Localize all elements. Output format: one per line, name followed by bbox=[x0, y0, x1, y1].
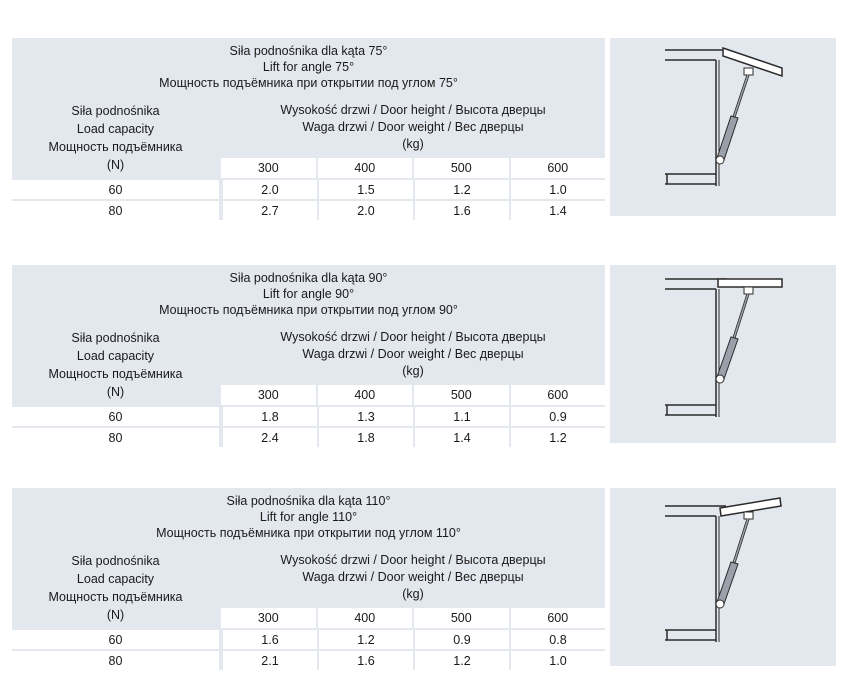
weight-cell: 2.4 bbox=[221, 428, 317, 447]
weight-cell: 1.6 bbox=[221, 630, 317, 649]
door-height-row bbox=[221, 608, 605, 628]
door-height-row bbox=[221, 385, 605, 405]
lift-table-110 bbox=[12, 488, 836, 666]
weight-cell: 1.8 bbox=[221, 407, 317, 426]
load-capacity-header bbox=[12, 98, 219, 178]
load-cell: 80 bbox=[12, 651, 221, 670]
table-row bbox=[12, 651, 605, 670]
table-row bbox=[12, 201, 605, 220]
load-cell: 60 bbox=[12, 180, 221, 199]
load-header-english: Load capacity bbox=[76, 572, 155, 586]
door-height-label: Wysokość drzwi / Door height / Высота дверцы bbox=[280, 552, 546, 567]
gas-lift-75-degree-icon bbox=[610, 38, 836, 216]
height-cell: 300 bbox=[257, 611, 279, 625]
load-capacity-header bbox=[12, 548, 219, 628]
weight-cell: 1.2 bbox=[317, 630, 413, 649]
weight-cell: 1.4 bbox=[509, 201, 605, 220]
gas-lift-110-degree-icon bbox=[610, 488, 836, 666]
height-cell: 400 bbox=[316, 608, 413, 628]
load-cell: 60 bbox=[12, 630, 221, 649]
table-panel bbox=[12, 38, 605, 216]
door-weight-unit: (kg) bbox=[402, 136, 424, 151]
door-weight-unit: (kg) bbox=[402, 586, 424, 601]
weight-cell: 1.2 bbox=[413, 180, 509, 199]
weight-cell: 2.7 bbox=[221, 201, 317, 220]
table-title bbox=[12, 488, 605, 546]
title-english: Lift for angle 90° bbox=[262, 287, 355, 301]
title-english: Lift for angle 110° bbox=[259, 510, 358, 524]
height-cell: 600 bbox=[509, 158, 606, 178]
illustration-panel bbox=[610, 38, 836, 216]
load-header-russian: Мощность подъёмника bbox=[48, 367, 183, 381]
load-header-polish: Siła podnośnika bbox=[71, 554, 160, 568]
weight-cell: 2.0 bbox=[317, 201, 413, 220]
table-row bbox=[12, 630, 605, 649]
load-cell: 80 bbox=[12, 201, 221, 220]
door-weight-label: Waga drzwi / Door weight / Вес дверцы bbox=[302, 569, 524, 584]
height-cell: 300 bbox=[257, 388, 279, 402]
title-russian: Мощность подъёмника при открытии под углом 75° bbox=[159, 76, 458, 90]
height-cell: 600 bbox=[509, 385, 606, 405]
door-header bbox=[221, 98, 605, 156]
door-weight-label: Waga drzwi / Door weight / Вес дверцы bbox=[302, 346, 524, 361]
title-english: Lift for angle 75° bbox=[262, 60, 355, 74]
illustration-panel bbox=[610, 488, 836, 666]
title-polish: Siła podnośnika dla kąta 110° bbox=[226, 494, 391, 508]
weight-cell: 1.1 bbox=[413, 407, 509, 426]
door-weight-label: Waga drzwi / Door weight / Вес дверцы bbox=[302, 119, 524, 134]
table-title bbox=[12, 38, 605, 96]
title-russian: Мощность подъёмника при открытии под углом 90° bbox=[159, 303, 458, 317]
door-height-label: Wysokość drzwi / Door height / Высота дверцы bbox=[280, 329, 546, 344]
table-panel bbox=[12, 265, 605, 443]
height-cell: 400 bbox=[316, 385, 413, 405]
weight-cell: 0.9 bbox=[509, 407, 605, 426]
height-cell: 600 bbox=[509, 608, 606, 628]
door-header bbox=[221, 548, 605, 606]
lift-table-90 bbox=[12, 265, 836, 443]
table-row bbox=[12, 428, 605, 447]
weight-cell: 0.8 bbox=[509, 630, 605, 649]
weight-cell: 1.5 bbox=[317, 180, 413, 199]
load-header-russian: Мощность подъёмника bbox=[48, 590, 183, 604]
load-cell: 60 bbox=[12, 407, 221, 426]
height-cell: 400 bbox=[316, 158, 413, 178]
weight-cell: 1.3 bbox=[317, 407, 413, 426]
gas-lift-90-degree-icon bbox=[610, 265, 836, 443]
height-cell: 500 bbox=[412, 158, 509, 178]
door-weight-unit: (kg) bbox=[402, 363, 424, 378]
weight-cell: 1.2 bbox=[509, 428, 605, 447]
table-row bbox=[12, 407, 605, 426]
load-header-unit: (N) bbox=[106, 158, 125, 172]
title-polish: Siła podnośnika dla kąta 75° bbox=[229, 44, 388, 58]
load-header-english: Load capacity bbox=[76, 122, 155, 136]
title-russian: Мощность подъёмника при открытии под углом 110° bbox=[156, 526, 461, 540]
load-header-unit: (N) bbox=[106, 608, 125, 622]
weight-cell: 1.0 bbox=[509, 651, 605, 670]
door-height-label: Wysokość drzwi / Door height / Высота дверцы bbox=[280, 102, 546, 117]
load-cell: 80 bbox=[12, 428, 221, 447]
table-panel bbox=[12, 488, 605, 666]
table-row bbox=[12, 180, 605, 199]
load-header-russian: Мощность подъёмника bbox=[48, 140, 183, 154]
table-title bbox=[12, 265, 605, 323]
door-height-row bbox=[221, 158, 605, 178]
weight-cell: 1.2 bbox=[413, 651, 509, 670]
height-cell: 300 bbox=[257, 161, 279, 175]
weight-cell: 1.8 bbox=[317, 428, 413, 447]
weight-cell: 1.0 bbox=[509, 180, 605, 199]
load-capacity-header bbox=[12, 325, 219, 405]
load-header-polish: Siła podnośnika bbox=[71, 104, 160, 118]
height-cell: 500 bbox=[412, 385, 509, 405]
weight-cell: 1.6 bbox=[413, 201, 509, 220]
load-header-unit: (N) bbox=[106, 385, 125, 399]
load-header-polish: Siła podnośnika bbox=[71, 331, 160, 345]
weight-cell: 2.0 bbox=[221, 180, 317, 199]
weight-cell: 1.4 bbox=[413, 428, 509, 447]
illustration-panel bbox=[610, 265, 836, 443]
load-header-english: Load capacity bbox=[76, 349, 155, 363]
weight-cell: 2.1 bbox=[221, 651, 317, 670]
weight-cell: 0.9 bbox=[413, 630, 509, 649]
lift-table-75 bbox=[12, 38, 836, 216]
height-cell: 500 bbox=[412, 608, 509, 628]
title-polish: Siła podnośnika dla kąta 90° bbox=[229, 271, 388, 285]
door-header bbox=[221, 325, 605, 383]
weight-cell: 1.6 bbox=[317, 651, 413, 670]
